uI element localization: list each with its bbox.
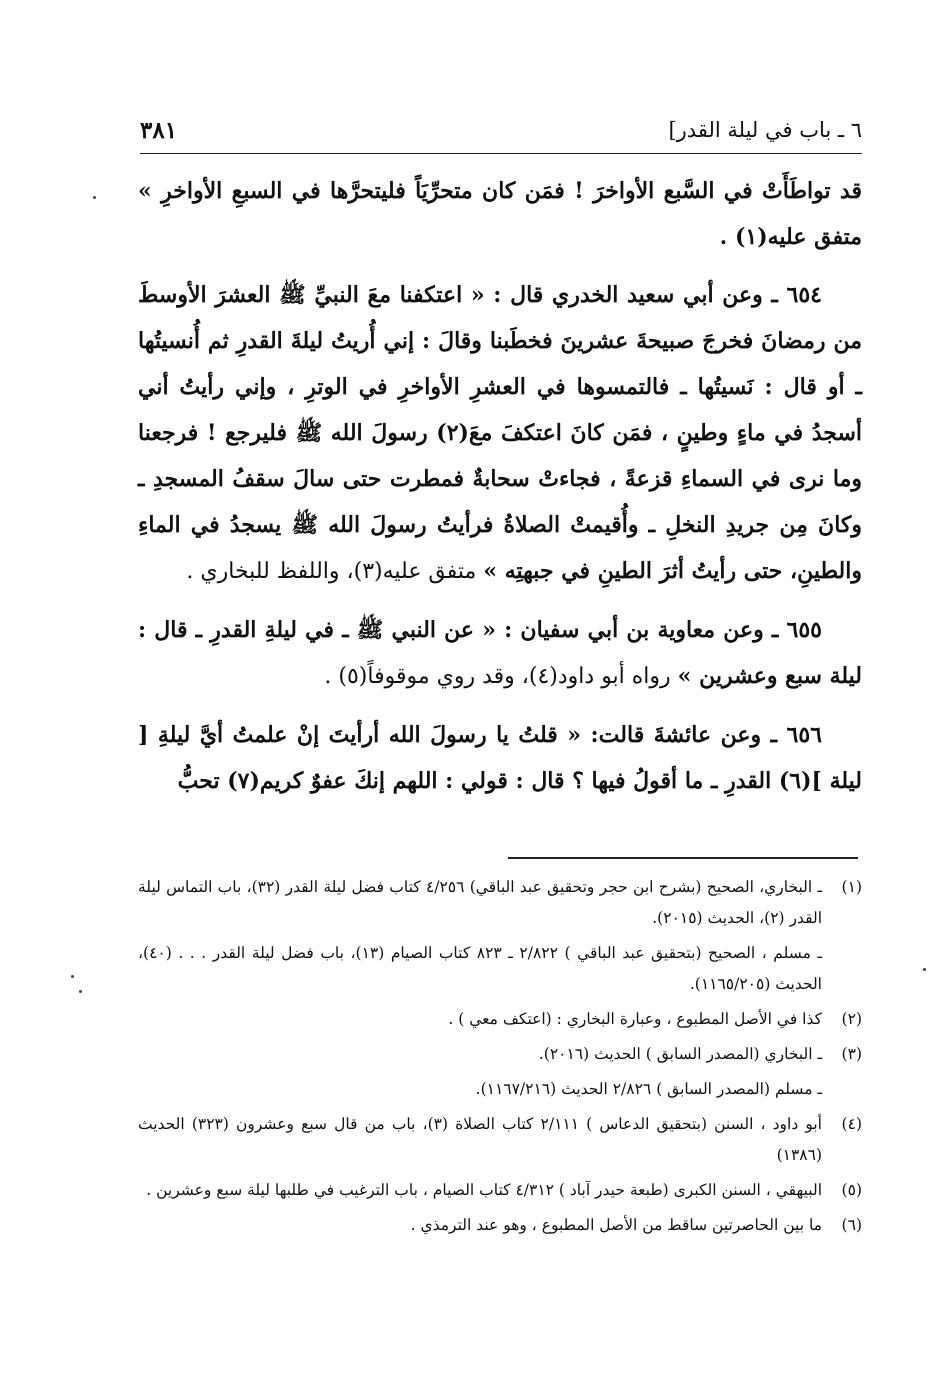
footnote-number: (٣) [841, 1045, 862, 1063]
hadith-655 [138, 607, 862, 700]
paragraph-1: قد تواطَأَتْ في السَّبع الأواخرَ ! فمَن كان متحرِّيَاً فليتحرَّها في السبعِ الأواخرِ » متفق عليه(١) . [138, 178, 862, 250]
hadith-655-source: رواه أبو داود(٤)، وقد روي موقوفاً(٥) . [324, 664, 678, 689]
footnote [138, 1210, 862, 1241]
hadith-654 [138, 272, 862, 595]
footnote [138, 1175, 862, 1206]
footnote-text: ـ البخاري، الصحيح (بشرح ابن حجر وتحقيق عبد الباقي) ٤/٢٥٦ كتاب فضل ليلة القدر (٣٢)، باب التماس ليلة القدر (٢)، الحديث (٢٠١٥). [138, 878, 822, 927]
page-header [140, 110, 862, 150]
footnote-number: (١) [841, 878, 862, 896]
footnote-number: (٥) [841, 1181, 862, 1199]
header-divider [140, 153, 862, 154]
footnote-text: ـ مسلم (المصدر السابق ) ٢/٨٢٦ الحديث (١١٦٧/٢١٦). [475, 1080, 822, 1098]
footnote-text: ما بين الحاصرتين ساقط من الأصل المطبوع ، وهو عند الترمذي . [410, 1216, 822, 1234]
hadith-656: ٦٥٦ ـ وعن عائشةَ قالت: « قلتُ يا رسولَ الله أرأيتَ إنْ علمتُ أيَّ ليلةِ [ ليلة ](٦) القدرِ ـ ما أقولُ فيها ؟ قال : قولي : اللهم إنكَ عفوٌ كريم(٧) تحبُّ [138, 722, 862, 794]
scan-speck [923, 968, 926, 971]
scan-speck [71, 975, 74, 978]
chapter-title: ٦ ـ باب في ليلة القدر] [668, 118, 862, 142]
footnote-divider [508, 857, 858, 859]
hadith-654-text: ٦٥٤ ـ وعن أبي سعيد الخدري قال : « اعتكفنا معَ النبيِّ ﷺ العشرَ الأوسطَ من رمضانَ فخرجَ صبيحةَ عشرينَ فخطَبنا وقالَ : إني أُريتُ ليلةَ القدرِ ثم أُنسيتُها ـ أو قال : نَسيتُها ـ فالتمسوها في العشرِ الأواخرِ في الوترِ ، وإني رأيتُ أني أسجدُ في ماءٍ وطينٍ ، فمَن كانَ اعتكفَ معَ(٢) رسولَ الله ﷺ فليرجع ! فرجعنا وما نرى في السماءِ قزعةً ، فجاءتْ سحابةٌ فمطرت حتى سالَ سقفُ المسجدِ ـ وكانَ مِن جريدِ النخلِ ـ وأُقيمتْ الصلاةُ فرأيتُ رسولَ الله ﷺ يسجدُ في الماءِ والطينِ، حتى رأيتُ أثرَ الطينِ في جبهتِه » [138, 282, 862, 584]
footnote [138, 1074, 862, 1105]
footnote [138, 1039, 862, 1070]
footnotes [138, 872, 862, 1245]
hadith-654-source: متفق عليه(٣)، واللفظ للبخاري . [186, 559, 484, 584]
scan-speck [79, 990, 82, 993]
footnote-number: (٤) [841, 1115, 862, 1133]
footnote-text: أبو داود ، السنن (بتحقيق الدعاس ) ٢/١١١ كتاب الصلاة (٣)، باب من قال سبع وعشرون (٣٢٣) الحديث (١٣٨٦) [138, 1115, 822, 1164]
footnote [138, 938, 862, 1000]
footnote-text: ـ البخاري (المصدر السابق ) الحديث (٢٠١٦). [538, 1045, 822, 1063]
footnote [138, 1109, 862, 1171]
page-number: ٣٨١ [140, 116, 178, 144]
footnote-text: البيهقي ، السنن الكبرى (طبعة حيدر آباد ) ٤/٣١٢ كتاب الصيام ، باب الترغيب في طلبها ليلة سبع وعشرين . [146, 1181, 822, 1199]
footnote-text: ـ مسلم ، الصحيح (بتحقيق عبد الباقي ) ٢/٨٢٢ ـ ٨٢٣ كتاب الصيام (١٣)، باب فضل ليلة القدر . . . (٤٠)، الحديث (١١٦٥/٢٠٥). [138, 944, 822, 993]
footnote [138, 1004, 862, 1035]
footnote-number [822, 1074, 862, 1105]
footnote-text: كذا في الأصل المطبوع ، وعبارة البخاري : (اعتكف معي ) . [448, 1010, 822, 1028]
footnote-number: (٦) [841, 1216, 862, 1234]
main-text [138, 168, 862, 816]
footnote-number: (٢) [841, 1010, 862, 1028]
scan-speck [93, 196, 96, 199]
footnote-number [822, 938, 862, 1000]
footnote [138, 872, 862, 934]
hadith-655-text: ٦٥٥ ـ وعن معاوية بن أبي سفيان : « عن النبي ﷺ ـ في ليلةِ القدرِ ـ قال : ليلة سبع وعشرين » [138, 617, 862, 689]
